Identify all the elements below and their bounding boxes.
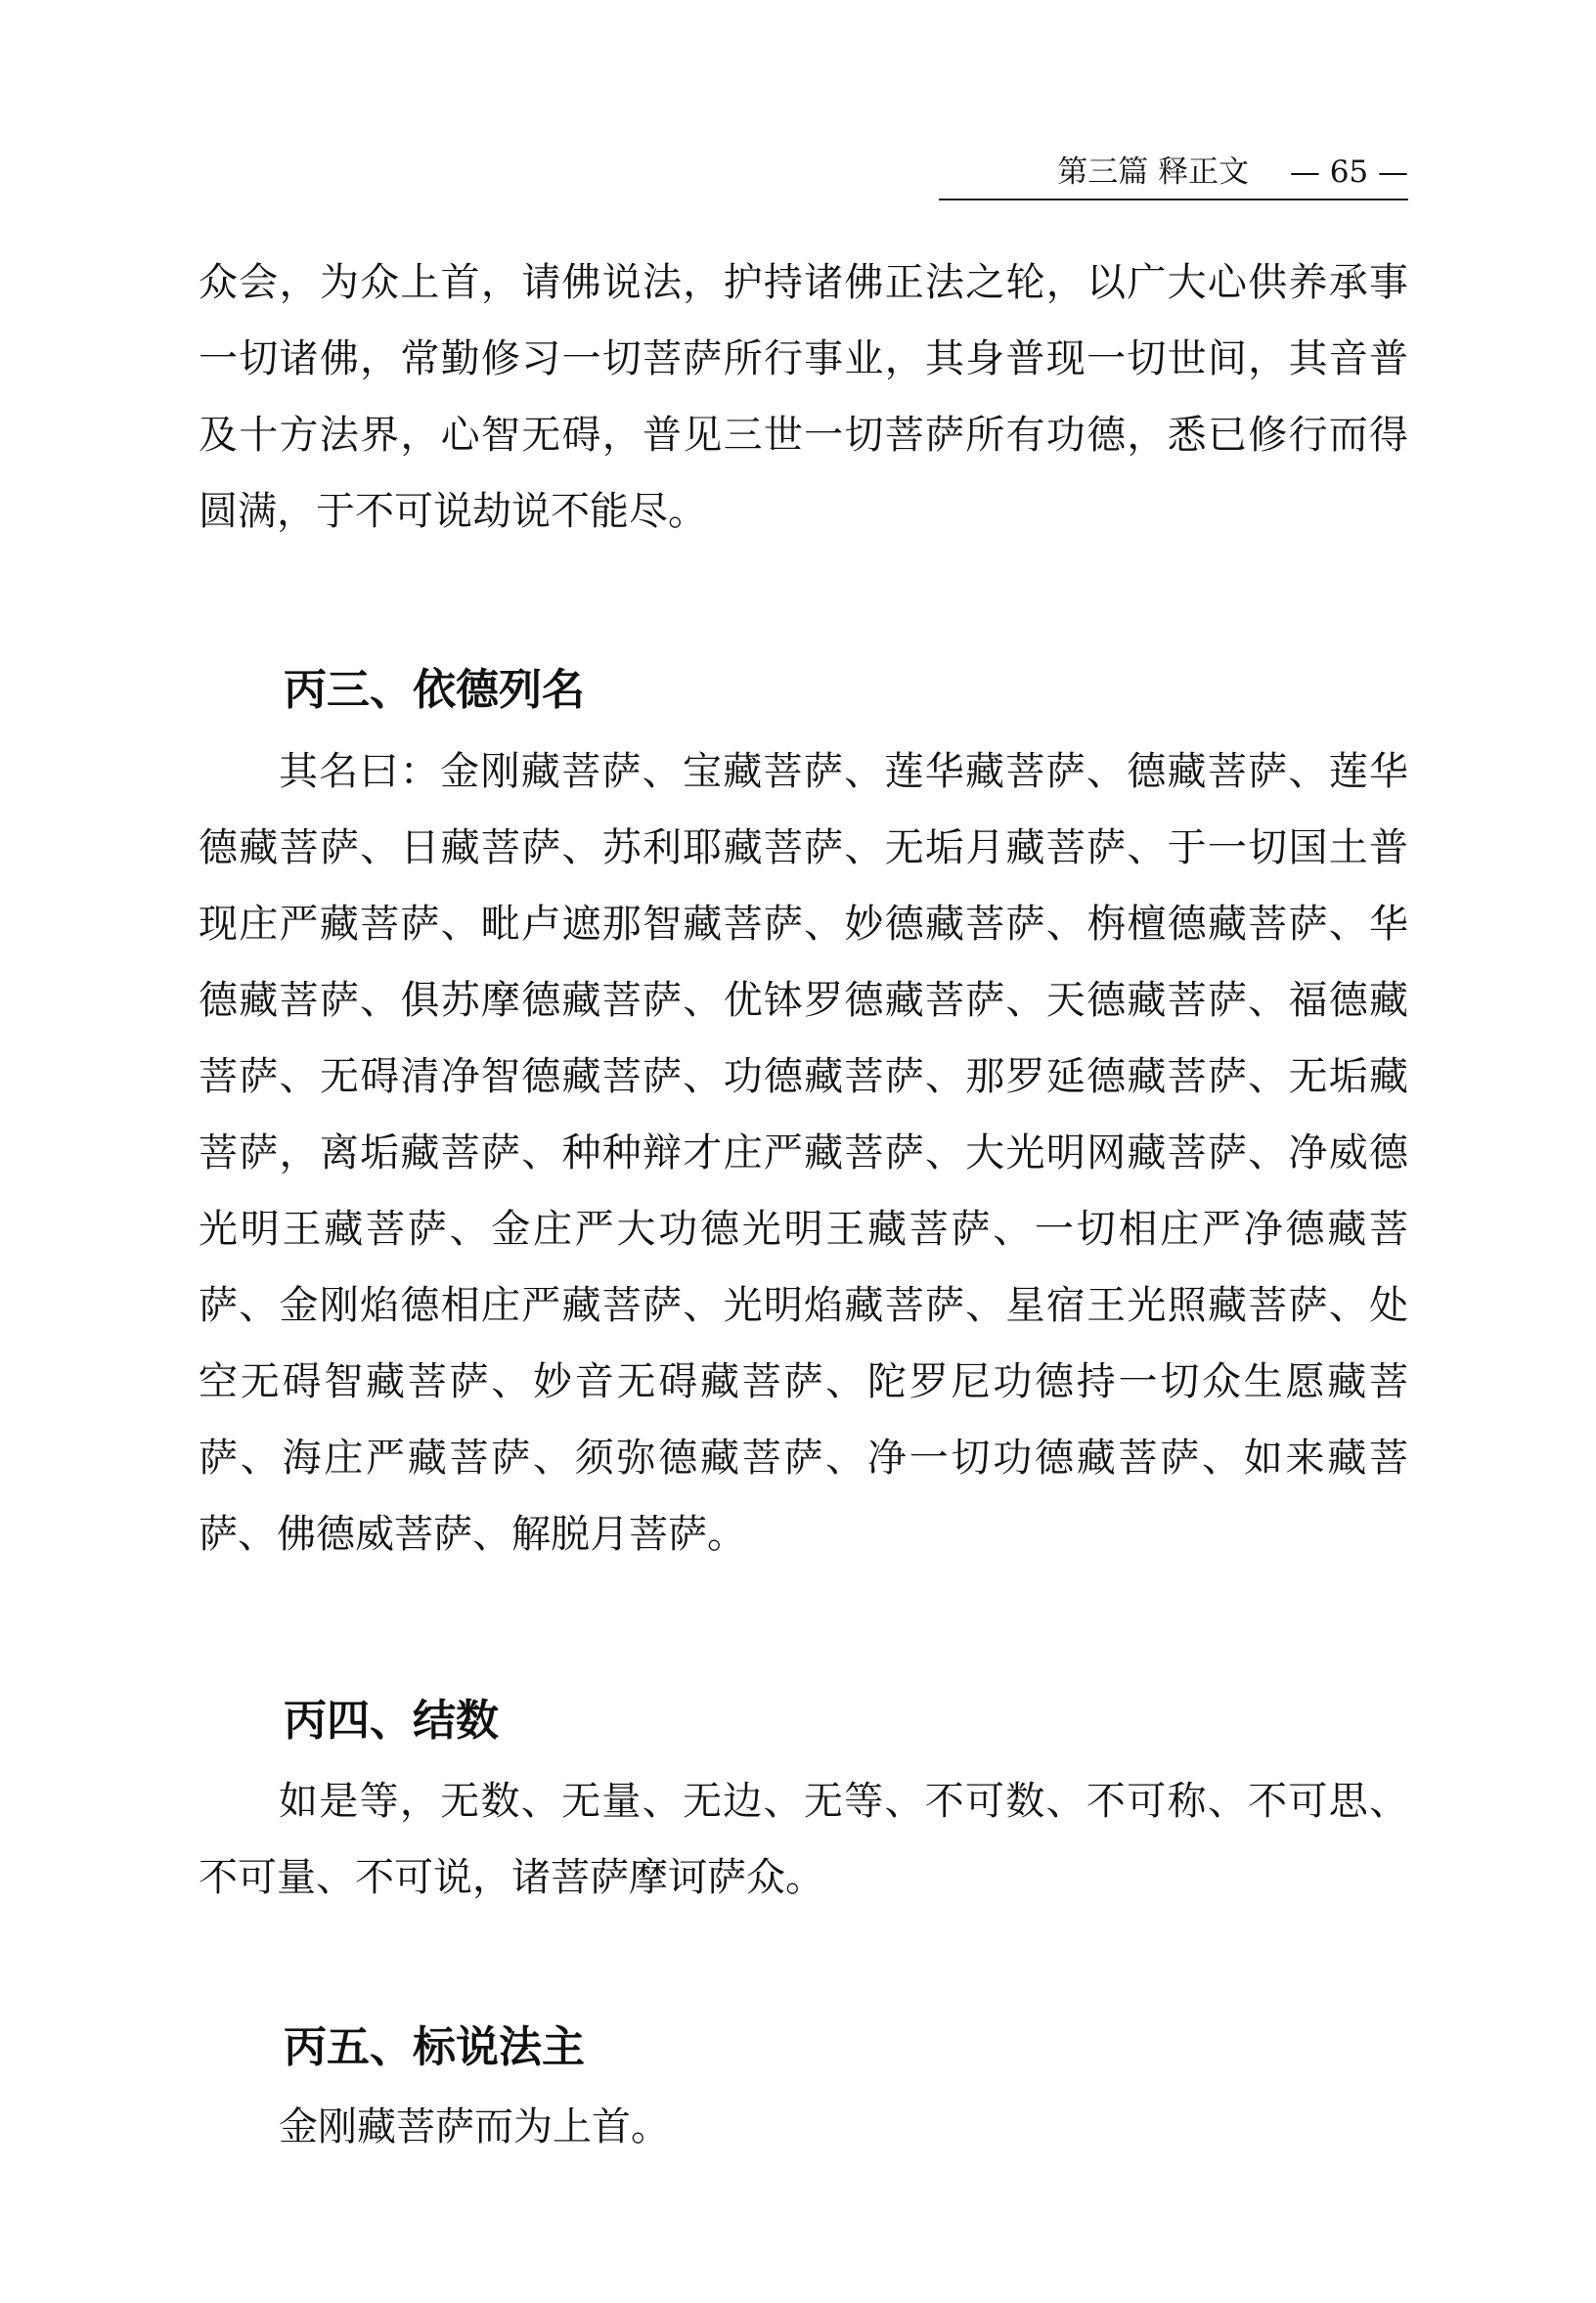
section-3-paragraph: 其名曰：金刚藏菩萨、宝藏菩萨、莲华藏菩萨、德藏菩萨、莲华德藏菩萨、日藏菩萨、苏利耶藏菩萨、无垢月藏菩萨、于一切国土普现庄严藏菩萨、毗卢遮那智藏菩萨、妙德藏菩萨、栴檀德藏菩萨、华德藏菩萨、俱苏摩德藏菩萨、优钵罗德藏菩萨、天德藏菩萨、福德藏菩萨、无碍清净智德藏菩萨、功德藏菩萨、那罗延德藏菩萨、无垢藏菩萨，离垢藏菩萨、种种辩才庄严藏菩萨、大光明网藏菩萨、净威德光明王藏菩萨、金庄严大功德光明王藏菩萨、一切相庄严净德藏菩萨、金刚焰德相庄严藏菩萨、光明焰藏菩萨、星宿王光照藏菩萨、处空无碍智藏菩萨、妙音无碍藏菩萨、陀罗尼功德持一切众生愿藏菩萨、海庄严藏菩萨、须弥德藏菩萨、净一切功德藏菩萨、如来藏菩萨、佛德威菩萨、解脱月菩萨。 (199, 749, 1408, 1557)
running-header (939, 153, 1408, 192)
intro-paragraph: 众会，为众上首，请佛说法，护持诸佛正法之轮，以广大心供养承事一切诸佛，常勤修习一切菩萨所行事业，其身普现一切世间，其音普及十方法界，心智无碍，普见三世一切菩萨所有功德，悉已修行而得圆满，于不可说劫说不能尽。 (199, 260, 1408, 534)
header-rule (939, 199, 1408, 200)
section-4-paragraph: 如是等，无数、无量、无边、无等、不可数、不可称、不可思、不可量、不可说，诸菩萨摩诃萨众。 (199, 1779, 1408, 1900)
section-heading-5: 丙五、标说法主 (284, 2022, 585, 2072)
section-heading-3: 丙三、依德列名 (284, 665, 585, 715)
page-number: — 65 — (1289, 155, 1408, 190)
section-5-paragraph: 金刚藏菩萨而为上首。 (279, 2104, 670, 2149)
section-heading-4: 丙四、结数 (284, 1696, 499, 1746)
header-section-title: 第三篇 释正文 (1057, 155, 1250, 190)
